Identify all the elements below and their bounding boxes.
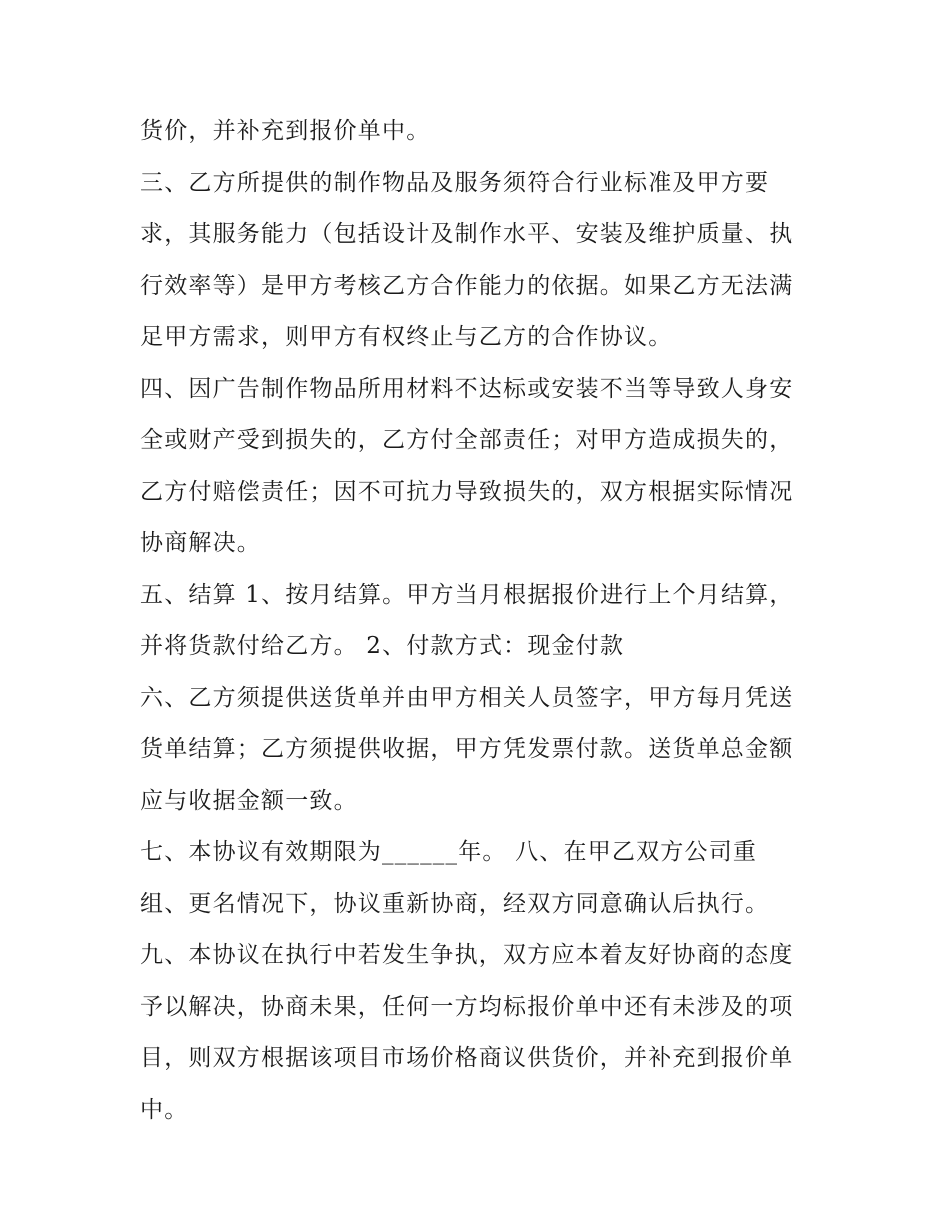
text-line: 九、本协议在执行中若发生争执，双方应本着友好协商的态度	[140, 942, 794, 968]
text-line: 中。	[140, 1096, 189, 1123]
text-line: 足甲方需求，则甲方有权终止与乙方的合作协议。	[140, 324, 673, 350]
text-line: 应与收据金额一致。	[140, 787, 358, 814]
text-line: 四、因广告制作物品所用材料不达标或安装不当等导致人身安	[140, 375, 794, 402]
text-line: 货价，并补充到报价单中。	[140, 118, 431, 144]
text-line: 求，其服务能力（包括设计及制作水平、安装及维护质量、执	[140, 221, 794, 247]
text-line: 六、乙方须提供送货单并由甲方相关人员签字，甲方每月凭送	[140, 684, 794, 711]
text-line: 协商解决。	[140, 530, 261, 556]
text-line: 三、乙方所提供的制作物品及服务须符合行业标准及甲方要	[140, 169, 770, 196]
text-line: 五、结算 1、按月结算。甲方当月根据报价进行上个月结算，	[140, 581, 794, 608]
text-line: 目，则双方根据该项目市场价格商议供货价，并补充到报价单	[140, 1045, 794, 1071]
text-line: 组、更名情况下，协议重新协商，经双方同意确认后执行。	[140, 890, 770, 917]
text-line: 并将货款付给乙方。 2、付款方式：现金付款	[140, 633, 625, 659]
document-body	[140, 106, 830, 1136]
text-line: 货单结算；乙方须提供收据，甲方凭发票付款。送货单总金额	[140, 736, 794, 762]
text-line: 予以解决，协商未果，任何一方均标报价单中还有未涉及的项	[140, 993, 794, 1020]
text-line: 乙方付赔偿责任；因不可抗力导致损失的，双方根据实际情况	[140, 478, 794, 505]
text-line: 七、本协议有效期限为______年。 八、在甲乙双方公司重	[140, 839, 758, 865]
text-line: 全或财产受到损失的，乙方付全部责任；对甲方造成损失的，	[140, 427, 794, 453]
text-line: 行效率等）是甲方考核乙方合作能力的依据。如果乙方无法满	[140, 272, 794, 299]
